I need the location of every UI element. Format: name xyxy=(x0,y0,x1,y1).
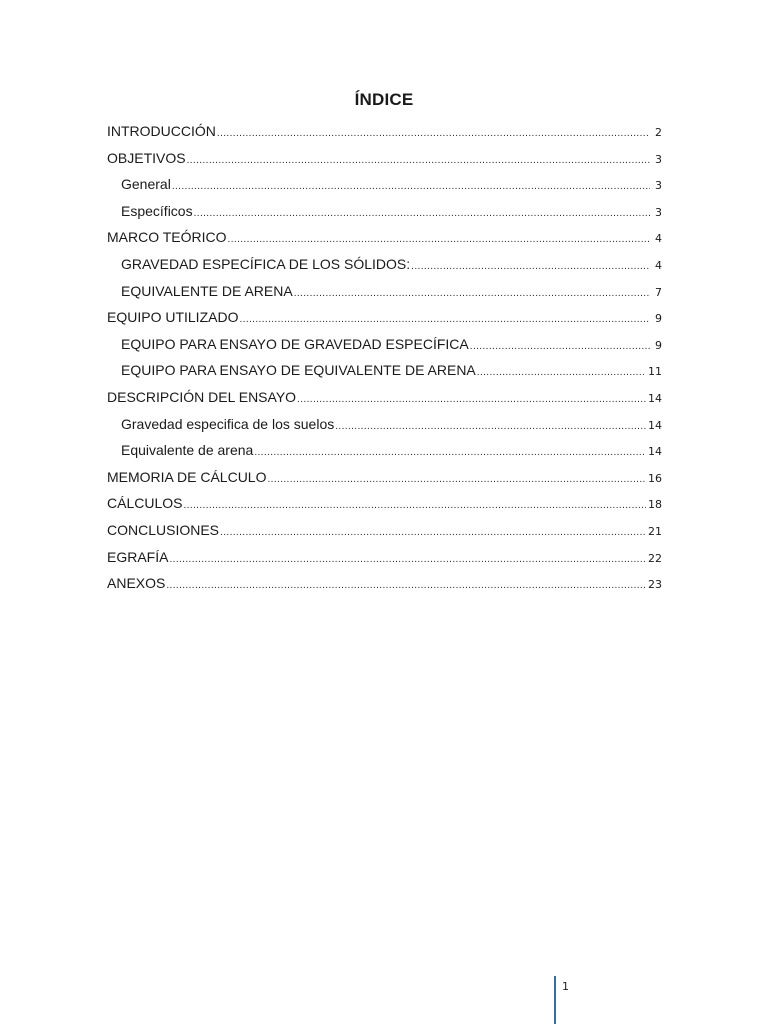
toc-entry[interactable] xyxy=(107,384,662,411)
toc-entry-label: DESCRIPCIÓN DEL ENSAYO xyxy=(107,388,297,405)
toc-entry-label: EQUIPO PARA ENSAYO DE GRAVEDAD ESPECÍFICA xyxy=(121,335,469,352)
toc-entry-label: MEMORIA DE CÁLCULO xyxy=(107,468,267,485)
toc-entry[interactable] xyxy=(107,570,662,597)
toc-entry-label: MARCO TEÓRICO xyxy=(107,229,227,246)
toc-entry-label: EGRAFÍA xyxy=(107,548,169,565)
toc-dot-leader xyxy=(411,254,650,281)
toc-entry-label: General xyxy=(121,176,171,193)
toc-entry-page-number: 21 xyxy=(648,524,662,538)
toc-entry-page-number: 14 xyxy=(648,445,662,459)
toc-entry-page-number: 11 xyxy=(648,365,662,379)
toc-entry[interactable] xyxy=(107,118,662,145)
toc-entry-page-number: 9 xyxy=(655,312,662,326)
page-title: ÍNDICE xyxy=(354,90,414,109)
toc-entry-page-number: 14 xyxy=(648,418,662,432)
toc-entry[interactable] xyxy=(107,145,662,172)
toc-entry-label: OBJETIVOS xyxy=(107,149,186,166)
toc-dot-leader xyxy=(220,520,646,547)
toc-entry[interactable] xyxy=(107,224,662,251)
toc-entry-label: ANEXOS xyxy=(107,575,166,592)
toc-entry-page-number: 2 xyxy=(655,126,662,139)
toc-dot-leader xyxy=(228,227,650,254)
toc-dot-leader xyxy=(187,148,650,175)
toc-entry-label: CONCLUSIONES xyxy=(107,521,220,538)
toc-dot-leader xyxy=(267,467,646,494)
toc-dot-leader xyxy=(217,121,650,148)
toc-entry[interactable] xyxy=(107,331,662,358)
toc-dot-leader xyxy=(194,201,650,228)
table-of-contents xyxy=(107,118,662,597)
toc-dot-leader xyxy=(166,573,646,600)
toc-entry[interactable] xyxy=(107,304,662,331)
toc-entry-page-number: 14 xyxy=(648,391,662,405)
toc-entry[interactable] xyxy=(107,411,662,438)
toc-entry[interactable] xyxy=(107,490,662,517)
toc-entry-label: EQUIVALENTE DE ARENA xyxy=(121,282,293,299)
page-number: 1 xyxy=(562,980,569,993)
toc-entry-label: EQUIPO PARA ENSAYO DE EQUIVALENTE DE ARENA xyxy=(121,362,476,379)
page-footer xyxy=(554,976,569,1024)
toc-dot-leader xyxy=(297,387,646,414)
toc-entry-page-number: 16 xyxy=(648,471,662,485)
toc-entry-label: Gravedad especifica de los suelos xyxy=(121,415,335,432)
toc-entry-label: INTRODUCCIÓN xyxy=(107,123,216,139)
toc-dot-leader xyxy=(183,493,646,520)
toc-entry-label: Equivalente de arena xyxy=(121,442,254,459)
toc-entry-page-number: 3 xyxy=(655,205,662,219)
toc-entry[interactable] xyxy=(107,198,662,225)
toc-entry-label: Específicos xyxy=(121,202,193,219)
toc-entry-page-number: 4 xyxy=(655,258,662,272)
toc-dot-leader xyxy=(470,334,650,361)
toc-entry-page-number: 3 xyxy=(655,152,662,166)
toc-entry-page-number: 18 xyxy=(648,498,662,512)
toc-dot-leader xyxy=(477,360,646,387)
toc-entry[interactable] xyxy=(107,171,662,198)
toc-dot-leader xyxy=(254,440,646,467)
toc-entry-page-number: 4 xyxy=(655,232,662,246)
toc-entry-page-number: 23 xyxy=(648,578,662,592)
toc-entry[interactable] xyxy=(107,544,662,571)
toc-entry[interactable] xyxy=(107,278,662,305)
toc-dot-leader xyxy=(239,307,650,334)
toc-dot-leader xyxy=(294,281,650,308)
toc-entry-label: EQUIPO UTILIZADO xyxy=(107,309,239,326)
toc-entry[interactable] xyxy=(107,357,662,384)
toc-entry[interactable] xyxy=(107,464,662,491)
toc-entry-label: GRAVEDAD ESPECÍFICA DE LOS SÓLIDOS: xyxy=(121,255,411,272)
toc-entry-page-number: 3 xyxy=(655,179,662,193)
footer-divider xyxy=(554,976,556,1024)
toc-entry-page-number: 22 xyxy=(648,551,662,565)
toc-entry-page-number: 9 xyxy=(655,338,662,352)
toc-entry-label: CÁLCULOS xyxy=(107,495,183,512)
toc-entry[interactable] xyxy=(107,251,662,278)
toc-dot-leader xyxy=(169,547,646,574)
toc-entry[interactable] xyxy=(107,517,662,544)
toc-entry-page-number: 7 xyxy=(655,285,662,299)
toc-dot-leader xyxy=(172,174,650,201)
toc-dot-leader xyxy=(335,414,646,441)
toc-entry[interactable] xyxy=(107,437,662,464)
